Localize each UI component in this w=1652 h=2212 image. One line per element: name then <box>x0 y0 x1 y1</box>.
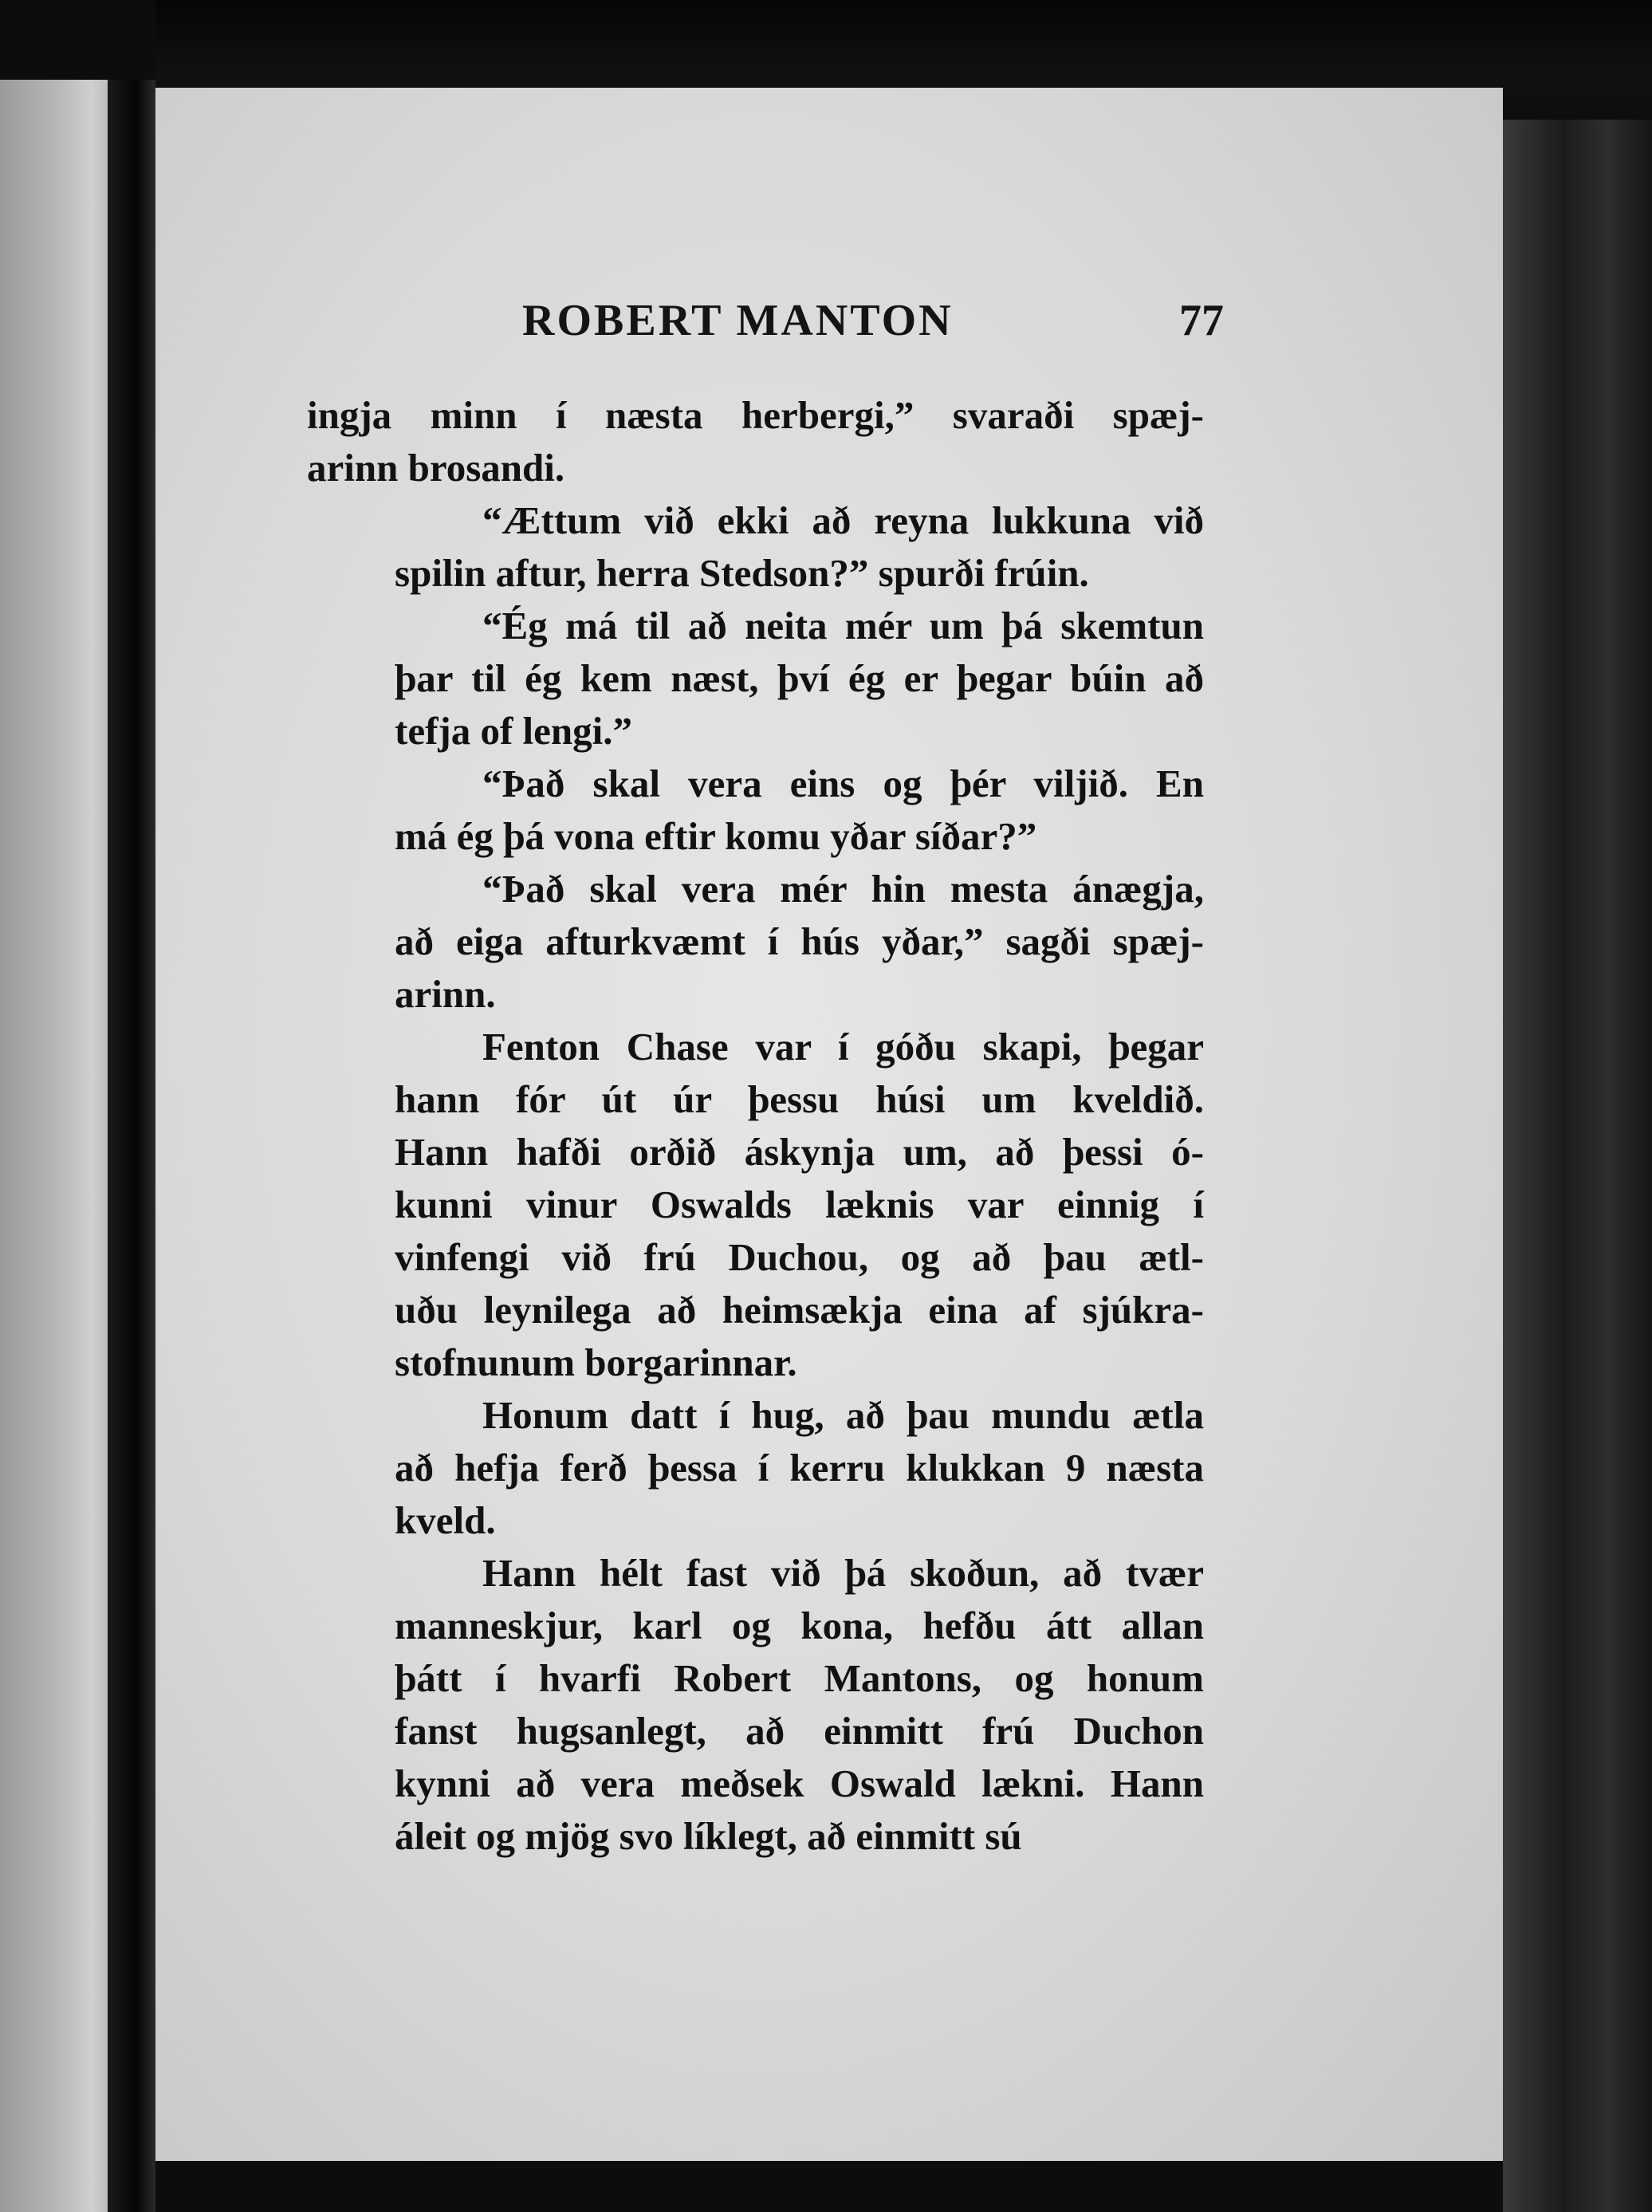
text-line: ingja minn í næsta herbergi,” svaraði spæj- <box>307 393 1204 437</box>
text-line: arinn. <box>395 972 496 1016</box>
text-line: Fenton Chase var í góðu skapi, þegar <box>482 1025 1204 1069</box>
book-fore-edge <box>1503 120 1652 2212</box>
paragraph <box>307 600 1204 758</box>
paragraph <box>307 1021 1204 1389</box>
paragraph <box>307 494 1204 600</box>
text-line: tefja of lengi.” <box>395 709 632 753</box>
text-line: kveld. <box>395 1498 496 1542</box>
paragraph <box>307 1389 1204 1547</box>
text-line: að eiga afturkvæmt í hús yðar,” sagði spæj- <box>395 919 1204 963</box>
running-title: ROBERT MANTON <box>522 296 954 345</box>
paragraph <box>307 863 1204 1021</box>
text-line: “Það skal vera eins og þér viljið. En <box>482 762 1204 805</box>
text-line: kynni að vera meðsek Oswald lækni. Hann <box>395 1761 1204 1805</box>
facing-page-edge <box>0 80 108 2212</box>
text-line: hann fór út úr þessu húsi um kveldið. <box>395 1077 1204 1121</box>
text-line: spilin aftur, herra Stedson?” spurði frúin. <box>395 551 1089 595</box>
text-line: Hann hélt fast við þá skoðun, að tvær <box>482 1551 1204 1595</box>
text-line: kunni vinur Oswalds læknis var einnig í <box>395 1183 1204 1226</box>
body-text <box>307 389 1204 1863</box>
text-line: áleit og mjög svo líklegt, að einmitt sú <box>395 1814 1022 1858</box>
text-line: að hefja ferð þessa í kerru klukkan 9 næsta <box>395 1446 1204 1490</box>
text-line: uðu leynilega að heimsækja eina af sjúkra- <box>395 1288 1204 1332</box>
paragraph <box>307 389 1204 494</box>
text-line: Honum datt í hug, að þau mundu ætla <box>482 1393 1204 1437</box>
text-line: manneskjur, karl og kona, hefðu átt allan <box>395 1604 1204 1647</box>
text-line: þar til ég kem næst, því ég er þegar búin að <box>395 656 1204 700</box>
text-line: má ég þá vona eftir komu yðar síðar?” <box>395 814 1037 858</box>
running-head <box>522 295 1224 351</box>
text-line: þátt í hvarfi Robert Mantons, og honum <box>395 1656 1204 1700</box>
page-number: 77 <box>1179 296 1224 345</box>
text-line: “Ég má til að neita mér um þá skemtun <box>482 604 1204 647</box>
text-line: “Ættum við ekki að reyna lukkuna við <box>482 498 1204 542</box>
text-line: fanst hugsanlegt, að einmitt frú Duchon <box>395 1709 1204 1753</box>
book-gutter <box>108 80 155 2212</box>
text-line: stofnunum borgarinnar. <box>395 1340 797 1384</box>
paragraph <box>307 758 1204 863</box>
paragraph <box>307 1547 1204 1863</box>
text-line: vinfengi við frú Duchou, og að þau ætl- <box>395 1235 1204 1279</box>
text-line: arinn brosandi. <box>307 446 565 490</box>
text-line: Hann hafði orðið áskynja um, að þessi ó- <box>395 1130 1204 1174</box>
text-line: “Það skal vera mér hin mesta ánægja, <box>482 867 1204 911</box>
